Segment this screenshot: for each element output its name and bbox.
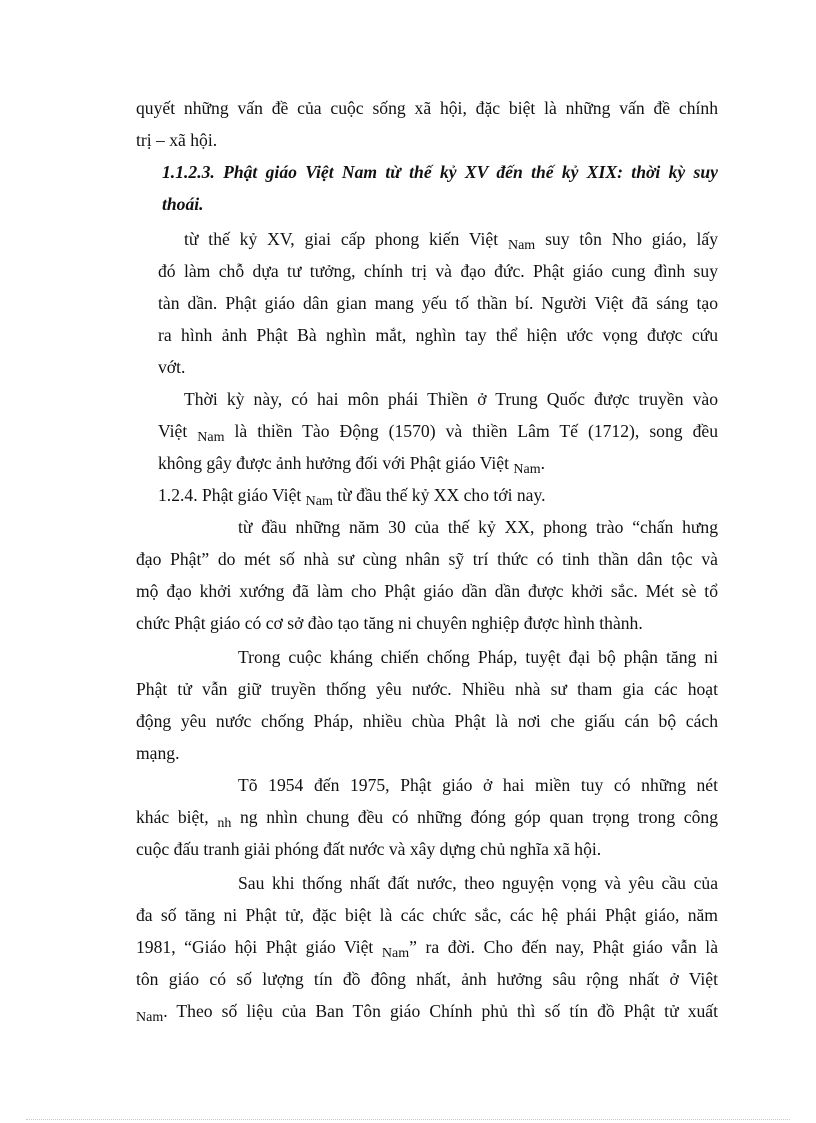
paragraph-line: không gây được ảnh hưởng đối với Phật giáo Việt $_{Nam}$.	[158, 453, 546, 477]
paragraph-line: cuộc đấu tranh giải phóng đất nước và xây dựng chủ nghĩa xã hội.	[136, 839, 602, 859]
section-heading: 1.2.4. Phật giáo Việt $_{Nam}$ từ đầu thế kỷ XX cho tới nay.	[158, 485, 546, 509]
paragraph-line: từ đầu những năm 30 của thế kỷ XX, phong trào “chấn hưng	[238, 517, 718, 537]
paragraph-line: quyết những vấn đề của cuộc sống xã hội, đặc biệt là những vấn đề chính	[136, 98, 718, 118]
paragraph-line: đó làm chỗ dựa tư tưởng, chính trị và đạo đức. Phật giáo cung đình suy	[158, 261, 718, 281]
paragraph-line: khác biệt, $_{nh}$ ng nhìn chung đều có những đóng góp quan trọng trong công	[136, 807, 718, 831]
paragraph-line: Tõ 1954 đến 1975, Phật giáo ở hai miền tuy có những nét	[238, 775, 718, 795]
paragraph-line: Sau khi thống nhất đất nước, theo nguyện vọng và yêu cầu của	[238, 873, 718, 893]
paragraph-line: ra hình ảnh Phật Bà nghìn mắt, nghìn tay thể hiện ước vọng được cứu	[158, 325, 718, 345]
paragraph-line: $_{Nam}$. Theo số liệu của Ban Tôn giáo Chính phủ thì số tín đồ Phật tử xuất	[136, 1001, 718, 1025]
paragraph-line: đạo Phật” do mét số nhà sư cùng nhân sỹ trí thức có tinh thần dân tộc và	[136, 549, 718, 569]
paragraph-line: tôn giáo có số lượng tín đồ đông nhất, ảnh hưởng sâu rộng nhất ở Việt	[136, 969, 718, 989]
paragraph-line: từ thế kỷ XV, giai cấp phong kiến Việt $_{Nam}$ suy tôn Nho giáo, lấy	[184, 229, 718, 253]
paragraph-line: Thời kỳ này, có hai môn phái Thiền ở Trung Quốc được truyền vào	[184, 389, 718, 409]
section-heading: thoái.	[162, 194, 204, 214]
paragraph-line: tàn dần. Phật giáo dân gian mang yếu tố thần bí. Người Việt đã sáng tạo	[158, 293, 718, 313]
paragraph-line: chức Phật giáo có cơ sở đào tạo tăng ni chuyên nghiệp được hình thành.	[136, 613, 643, 633]
page-bottom-divider	[26, 1119, 790, 1120]
paragraph-line: Trong cuộc kháng chiến chống Pháp, tuyệt đại bộ phận tăng ni	[238, 647, 718, 667]
paragraph-line: Phật tử vẫn giữ truyền thống yêu nước. Nhiều nhà sư tham gia các hoạt	[136, 679, 718, 699]
paragraph-line: 1981, “Giáo hội Phật giáo Việt $_{Nam}$” ra đời. Cho đến nay, Phật giáo vẫn là	[136, 937, 718, 961]
paragraph-line: mạng.	[136, 743, 180, 763]
paragraph-line: mộ đạo khởi xướng đã làm cho Phật giáo dần dần được khởi sắc. Mét sè tổ	[136, 581, 718, 601]
paragraph-line: vớt.	[158, 357, 186, 377]
paragraph-line: đa số tăng ni Phật tử, đặc biệt là các chức sắc, các hệ phái Phật giáo, năm	[136, 905, 718, 925]
paragraph-line: Việt $_{Nam}$ là thiền Tào Động (1570) và thiền Lâm Tế (1712), song đều	[158, 421, 718, 445]
paragraph-line: trị – xã hội.	[136, 130, 218, 150]
section-heading: 1.1.2.3. Phật giáo Việt Nam từ thế kỷ XV đến thế kỷ XIX: thời kỳ suy	[162, 162, 718, 182]
paragraph-line: động yêu nước chống Pháp, nhiều chùa Phật là nơi che giấu cán bộ cách	[136, 711, 718, 731]
